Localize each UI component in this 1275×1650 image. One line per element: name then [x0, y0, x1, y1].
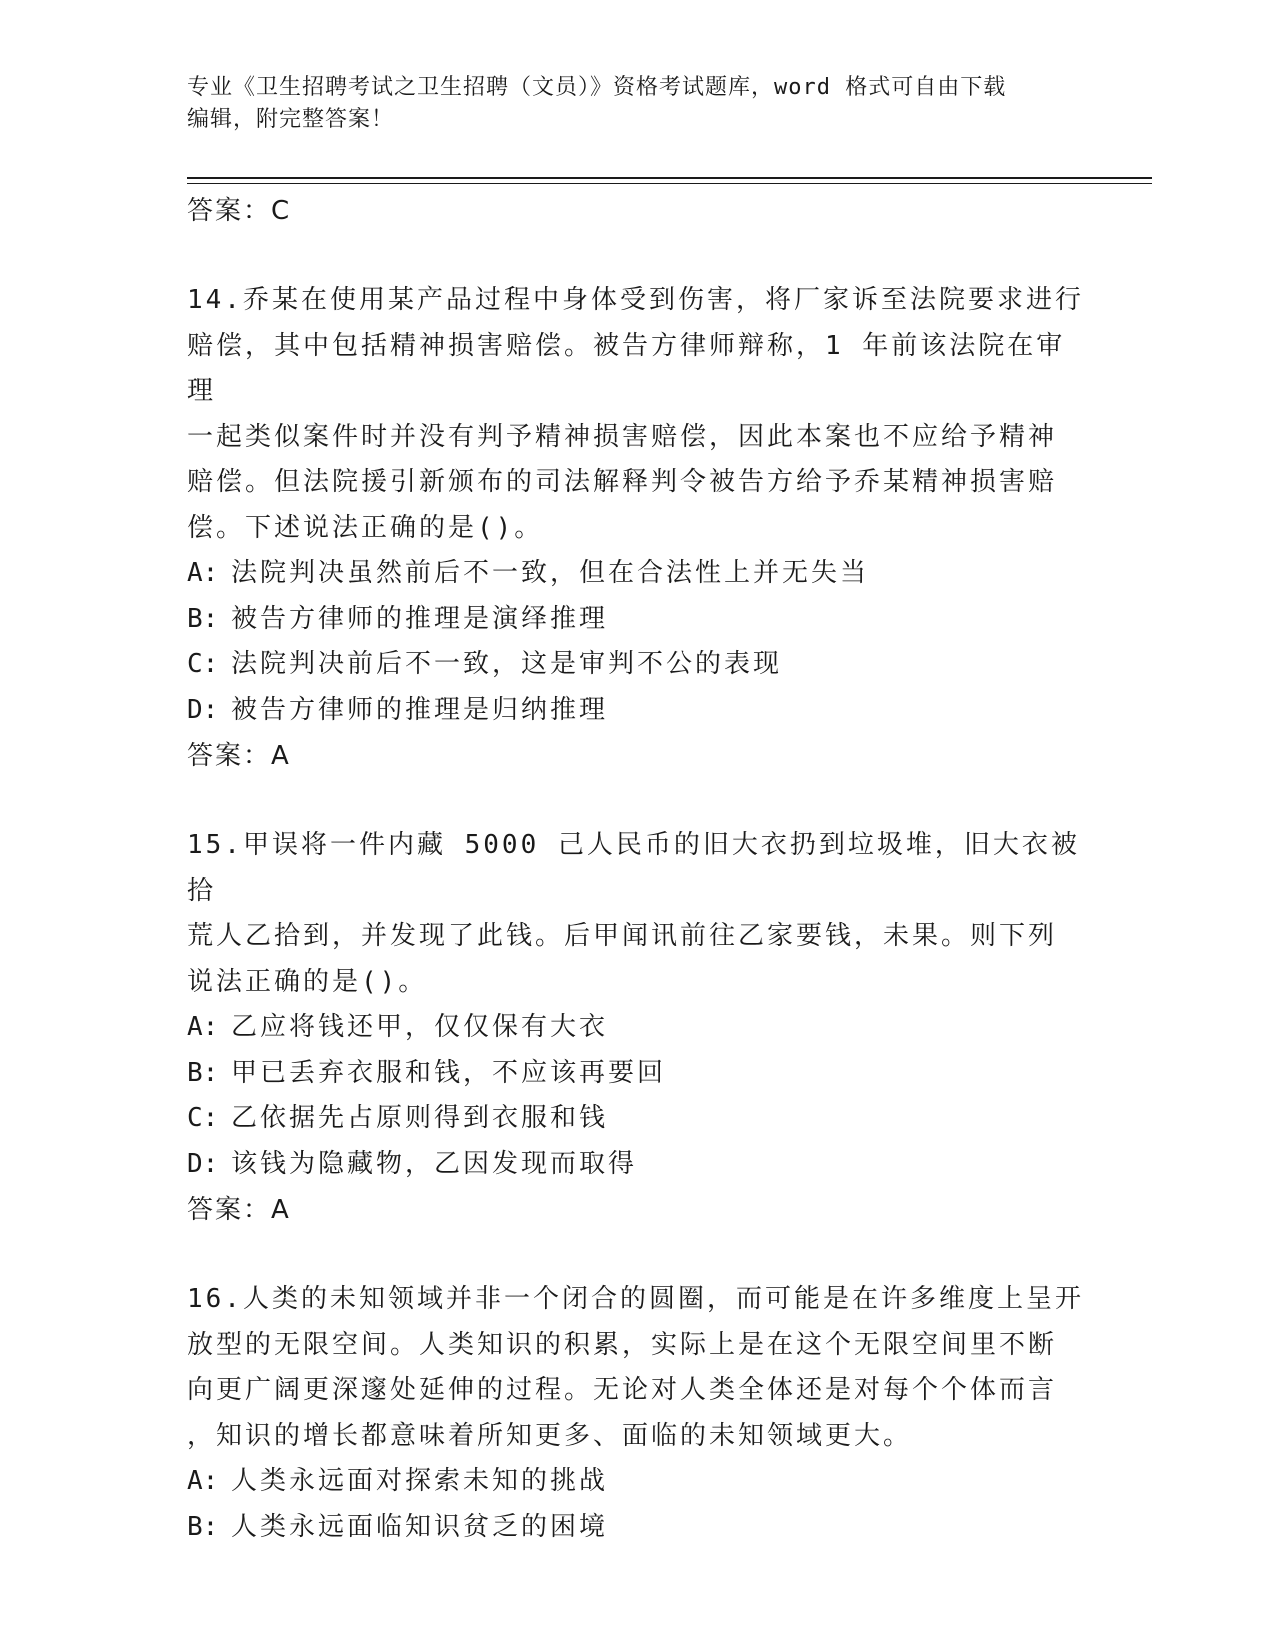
option-letter: A:	[187, 1012, 219, 1042]
question-block	[187, 823, 1087, 1233]
option-c	[187, 1096, 1087, 1142]
document-header	[187, 72, 1087, 136]
option-letter: A:	[187, 558, 219, 588]
question-stem-line: 放型的无限空间。人类知识的积累，实际上是在这个无限空间里不断	[187, 1329, 1058, 1360]
answer-label: 答案：	[187, 1195, 272, 1225]
question-stem-line: 15.甲误将一件内藏 5000 己人民币的旧大衣扔到垃圾堆，旧大衣被拾	[187, 830, 1080, 906]
question-stem-line: 向更广阔更深邃处延伸的过程。无论对人类全体还是对每个个体而言	[187, 1375, 1058, 1405]
option-text: 该钱为隐藏物，乙因发现而取得	[231, 1148, 638, 1179]
option-c	[187, 642, 1087, 688]
option-b	[187, 1505, 1087, 1551]
option-d	[187, 688, 1087, 734]
option-a	[187, 1459, 1087, 1505]
answer-line	[187, 733, 1087, 779]
question-stem-line: 一起类似案件时并没有判予精神损害赔偿，因此本案也不应给予精神	[187, 421, 1058, 452]
question-block	[187, 278, 1087, 779]
option-b	[187, 597, 1087, 643]
option-letter: B:	[187, 603, 219, 634]
header-line-1: 专业《卫生招聘考试之卫生招聘（文员）》资格考试题库，word 格式可自由下载	[187, 75, 1007, 100]
answer-label: 答案：	[187, 196, 272, 226]
option-letter: B:	[187, 1057, 219, 1088]
option-text: 甲已丢弃衣服和钱，不应该再要回	[231, 1057, 667, 1088]
option-letter: A:	[187, 1466, 219, 1496]
question-stem-line: 荒人乙拾到，并发现了此钱。后甲闻讯前往乙家要钱，未果。则下列	[187, 921, 1058, 951]
question-stem	[187, 278, 1087, 551]
answer-value: A	[271, 741, 291, 771]
question-stem-line: 赔偿。但法院援引新颁布的司法解释判令被告方给予乔某精神损害赔	[187, 467, 1058, 497]
option-a	[187, 1005, 1087, 1051]
answer-line	[187, 1187, 1087, 1233]
option-d	[187, 1142, 1087, 1188]
answer-line	[187, 188, 1087, 234]
question-list	[187, 188, 1087, 1550]
option-text: 乙应将钱还甲，仅仅保有大衣	[231, 1012, 609, 1042]
question-stem-line: 14.乔某在使用某产品过程中身体受到伤害，将厂家诉至法院要求进行	[187, 285, 1084, 315]
option-text: 人类永远面临知识贫乏的困境	[231, 1511, 609, 1542]
header-divider-thin	[187, 183, 1152, 184]
question-stem-line: 偿。下述说法正确的是()。	[187, 512, 544, 543]
option-text: 被告方律师的推理是演绎推理	[231, 603, 609, 634]
option-letter: C:	[187, 649, 219, 679]
answer-label: 答案：	[187, 741, 272, 771]
option-text: 法院判决前后不一致，这是审判不公的表现	[231, 649, 783, 679]
option-letter: D:	[187, 694, 219, 725]
header-divider-thick	[187, 177, 1152, 179]
option-text: 乙依据先占原则得到衣服和钱	[231, 1103, 609, 1133]
option-letter: B:	[187, 1511, 219, 1542]
option-letter: D:	[187, 1148, 219, 1179]
question-stem	[187, 823, 1087, 1005]
answer-value: A	[271, 1195, 291, 1225]
option-text: 人类永远面对探索未知的挑战	[231, 1466, 609, 1496]
option-a	[187, 551, 1087, 597]
answer-value: C	[271, 196, 292, 226]
question-stem-line: 赔偿，其中包括精神损害赔偿。被告方律师辩称，1 年前该法院在审理	[187, 330, 1066, 406]
option-text: 被告方律师的推理是归纳推理	[231, 694, 609, 725]
question-stem	[187, 1277, 1087, 1459]
option-letter: C:	[187, 1103, 219, 1133]
question-stem-line: 16.人类的未知领域并非一个闭合的圆圈，而可能是在许多维度上呈开	[187, 1284, 1084, 1314]
option-b	[187, 1051, 1087, 1097]
question-stem-line: 说法正确的是()。	[187, 966, 428, 997]
option-text: 法院判决虽然前后不一致，但在合法性上并无失当	[231, 558, 870, 588]
question-block	[187, 1277, 1087, 1550]
question-stem-line: ，知识的增长都意味着所知更多、面临的未知领域更大。	[187, 1420, 913, 1451]
header-line-2: 编辑，附完整答案！	[187, 107, 395, 132]
